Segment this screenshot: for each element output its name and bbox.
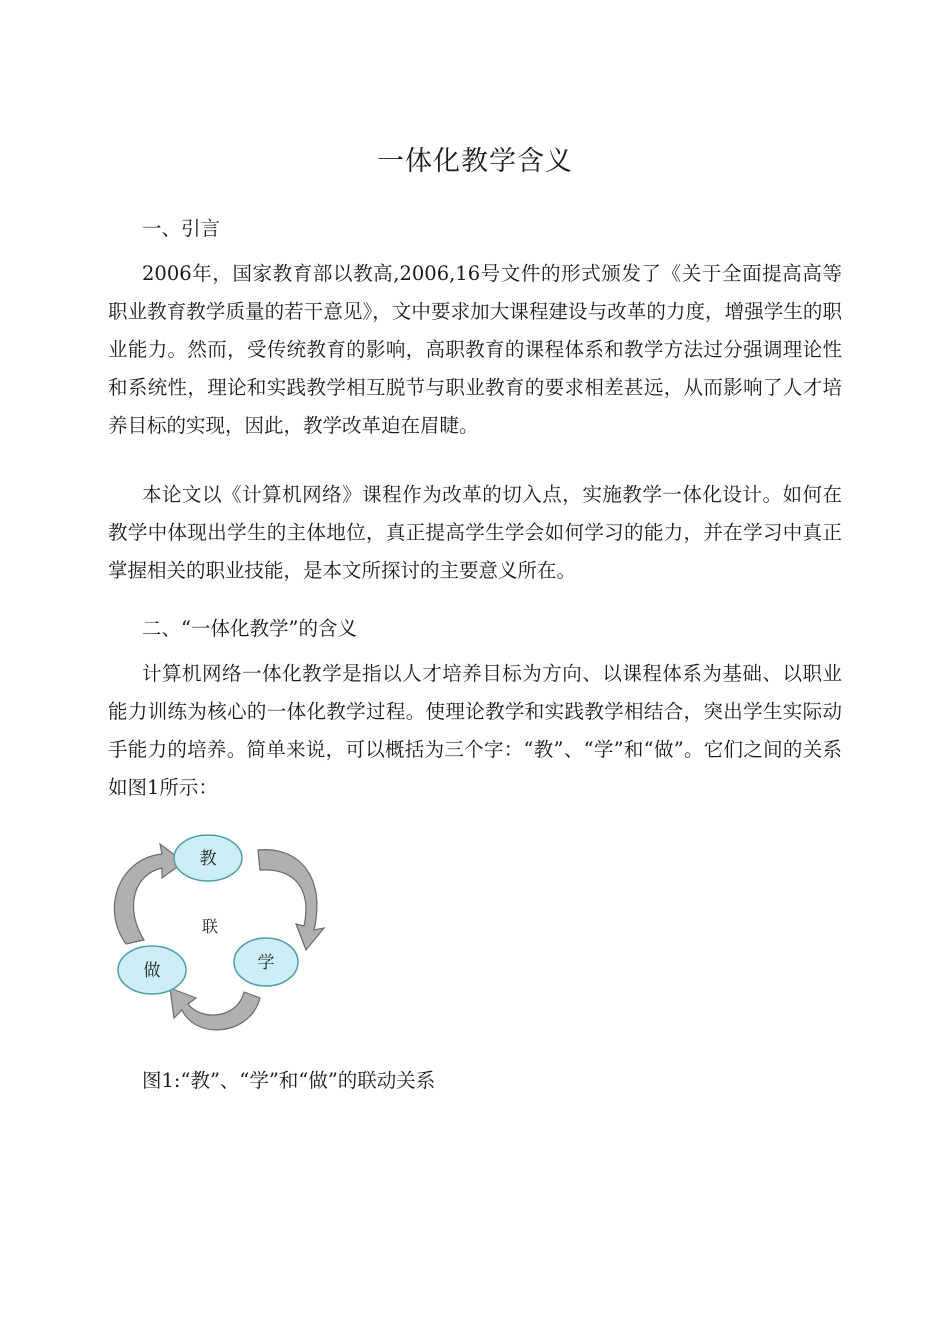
- document-title: 一体化教学含义: [377, 146, 573, 177]
- arrow-teach-to-learn: [258, 850, 324, 950]
- figure-caption: 图1:“教”、“学”和“做”的联动关系: [142, 1069, 436, 1092]
- arrow-learn-to-do: [170, 988, 260, 1030]
- node-learn-label: 学: [257, 953, 275, 973]
- paragraph-background: 2006年，国家教育部以教高,2006,16号文件的形式颁发了《关于全面提高高等职业教育教学质量的若干意见》，文中要求加大课程建设与改革的力度，增强学生的职业能力。然而，受传统教育的影响，高职教育的课程体系和教学方法过分强调理论性和系统性，理论和实践教学相互脱节与职业教育的要求相差甚远，从而影响了人才培养目标的实现，因此，教学改革迫在眉睫。: [108, 262, 842, 437]
- paragraph-definition: 计算机网络一体化教学是指以人才培养目标为方向、以课程体系为基础、以职业能力训练为核心的一体化教学过程。使理论教学和实践教学相结合，突出学生实际动手能力的培养。简单来说，可以概括为三个字：“教”、“学”和“做”。它们之间的关系如图1所示：: [108, 662, 842, 799]
- section-heading-meaning: 二、“一体化教学”的含义: [142, 617, 357, 640]
- node-do-label: 做: [143, 961, 161, 981]
- diagram-svg: [100, 828, 340, 1038]
- node-teach-label: 教: [199, 849, 217, 869]
- paragraph-purpose: 本论文以《计算机网络》课程作为改革的切入点，实施教学一体化设计。如何在教学中体现出学生的主体地位，真正提高学生学会如何学习的能力，并在学习中真正掌握相关的职业技能，是本文所探讨的主要意义所在。: [108, 483, 842, 582]
- teach-learn-do-diagram: [100, 828, 340, 1038]
- center-link-label: 联: [201, 917, 219, 936]
- section-heading-introduction: 一、引言: [142, 217, 221, 240]
